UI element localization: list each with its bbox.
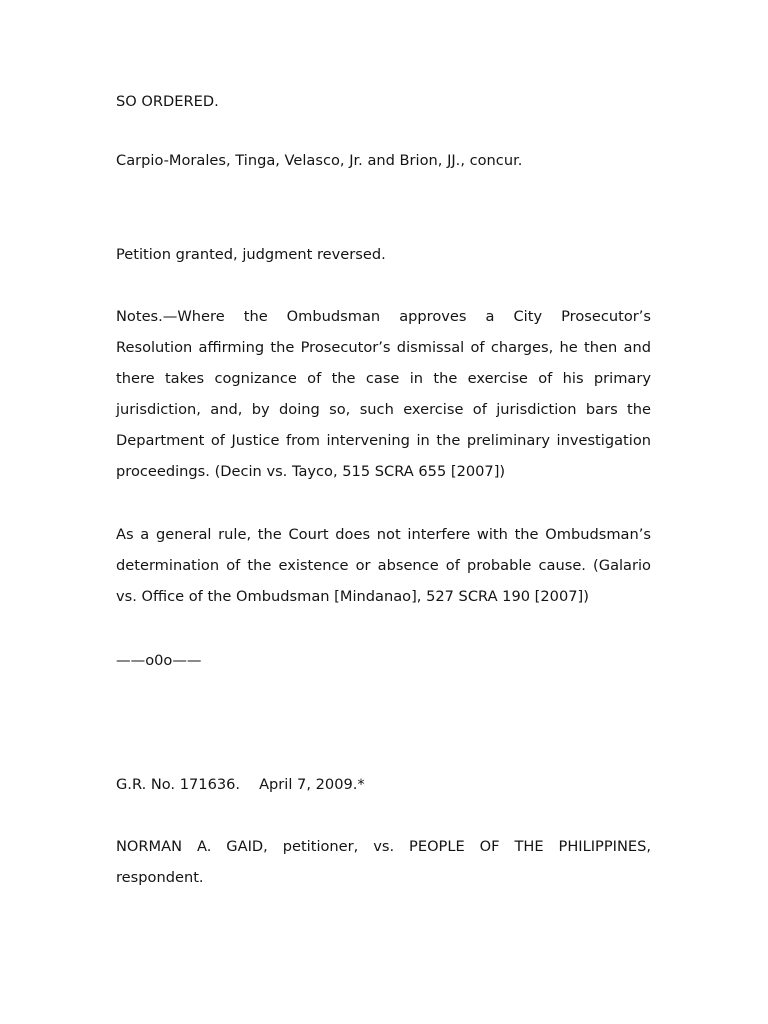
section-separator: ——o0o——	[116, 652, 202, 669]
notes-line-last: proceedings. (Decin vs. Tayco, 515 SCRA 655 [2007])	[116, 463, 506, 480]
case-date: April 7, 2009.*	[259, 776, 365, 793]
notes-line: jurisdiction, and, by doing so, such exercise of jurisdiction bars the	[116, 401, 651, 418]
concurrence-line: Carpio-Morales, Tinga, Velasco, Jr. and Brion, JJ., concur.	[116, 152, 523, 169]
notes-line: Resolution affirming the Prosecutor’s dismissal of charges, he then and	[116, 339, 651, 356]
closing-line: SO ORDERED.	[116, 93, 219, 110]
disposition-line: Petition granted, judgment reversed.	[116, 246, 386, 263]
notes-line: Notes.—Where the Ombudsman approves a City Prosecutor’s	[116, 308, 651, 325]
notes-line: Department of Justice from intervening in the preliminary investigation	[116, 432, 651, 449]
notes-line-last: vs. Office of the Ombudsman [Mindanao], 527 SCRA 190 [2007])	[116, 588, 589, 605]
case-number: G.R. No. 171636.	[116, 776, 241, 793]
caption-line: NORMAN A. GAID, petitioner, vs. PEOPLE OF THE PHILIPPINES,	[116, 838, 651, 855]
case-number-line	[116, 769, 365, 800]
notes-line: there takes cognizance of the case in the exercise of his primary	[116, 370, 651, 387]
caption-line-last: respondent.	[116, 869, 204, 886]
notes-line: As a general rule, the Court does not interfere with the Ombudsman’s	[116, 526, 651, 543]
notes-line: determination of the existence or absence of probable cause. (Galario	[116, 557, 651, 574]
